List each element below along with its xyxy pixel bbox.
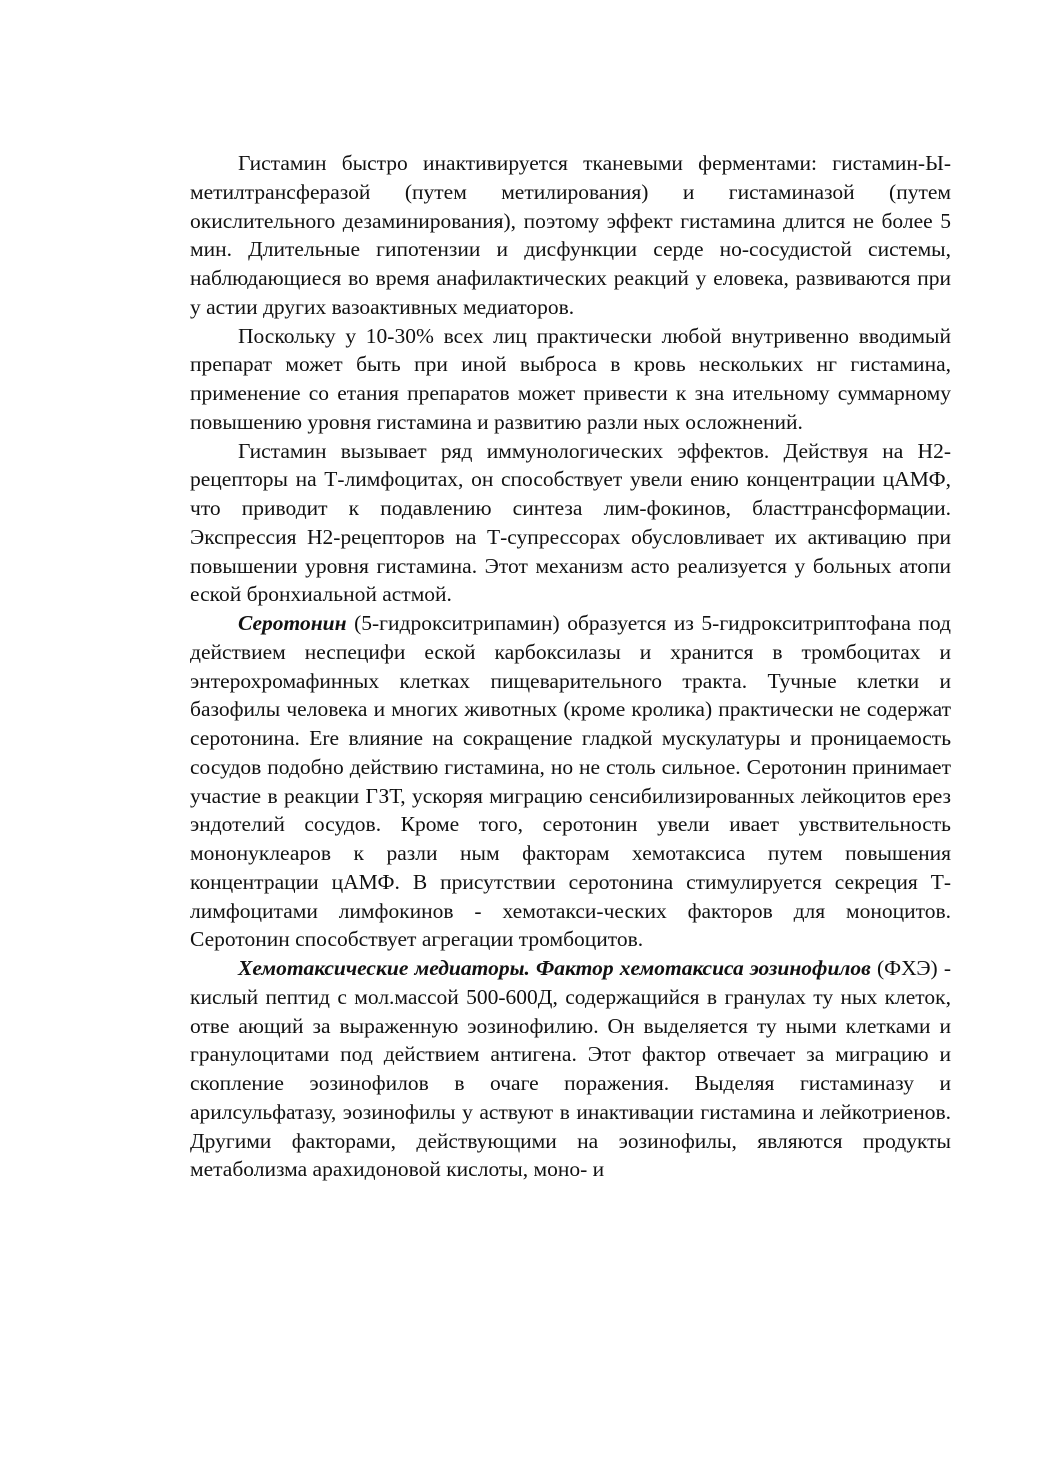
paragraph-text: (ФХЭ) - кислый пептид с мол.массой 500-600Д, содержащийся в гранулах ту ных клеток, отве ающий за выраженную эозинофилию. Он выделяется ту ными клетками и гранулоцитами под действием антигена. Этот фактор отвечает за миграцию и скопление эозинофилов в очаге поражения. Выделяя гистаминазу и арилсульфатазу, эозинофилы у аствуют в инактивации гистамина и лейкотриенов. Другими факторами, действующими на эозинофилы, являются продукты метаболизма арахидоновой кислоты, моно- и xyxy=(190,956,952,1182)
paragraph-text: (5-гидрокситрипамин) образуется из 5-гидрокситриптофана под действием неспецифи еской карбоксилазы и хранится в тромбоцитах и энтерохромафинных клетках пищеварительного тракта. Тучные клетки и базофилы человека и многих животных (кроме кролика) практически не содержат серотонина. Ere влияние на сокращение гладкой мускулатуры и проницаемость сосудов подобно действию гистамина, но не столь сильное. Серотонин принимает участие в реакции ГЗТ, ускоряя миграцию сенсибилизированных лейкоцитов ерез эндотелий сосудов. Кроме того, серотонин увели ивает увствительность мононуклеаров к разли ным факторам хемотаксиса путем повышения концентрации цАМФ. В присутствии серотонина стимулируется секреция Т-лимфоцитами лимфокинов - хемотакси-ческих факторов для моноцитов. Серотонин способствует агрегации тромбоцитов. xyxy=(190,611,951,952)
document-page xyxy=(190,149,951,1184)
paragraph-chemotactic-mediators xyxy=(190,954,951,1184)
paragraph-histamine-inactivation xyxy=(190,149,951,322)
term-serotonin: Серотонин xyxy=(238,611,347,635)
paragraph-histamine-drugs xyxy=(190,322,951,437)
term-chemotactic-factor: Хемотаксические медиаторы. Фактор хемотаксиса эозинофилов xyxy=(238,956,871,980)
paragraph-text: Гистамин быстро инактивируется тканевыми ферментами: гистамин-Ы-метилтрансферазой (путем метилирования) и гистаминазой (путем окислительного дезаминирования), поэтому эффект гистамина длится не более 5 мин. Длительные гипотензии и дисфункции серде но-сосудистой системы, наблюдающиеся во время анафилактических реакций у еловека, развиваются при у астии других вазоактивных медиаторов. xyxy=(190,151,951,319)
paragraph-histamine-immunology xyxy=(190,437,951,610)
paragraph-serotonin xyxy=(190,609,951,954)
paragraph-text: Гистамин вызывает ряд иммунологических эффектов. Действуя на Н2-рецепторы на Т-лимфоцитах, он способствует увели ению концентрации цАМФ, что приводит к подавлению синтеза лим-фокинов, бласттрансформации. Экспрессия Н2-рецепторов на Т-супрессорах обусловливает их активацию при повышении уровня гистамина. Этот механизм асто реализуется у больных атопи еской бронхиальной астмой. xyxy=(190,438,951,607)
paragraph-text: Поскольку у 10-30% всех лиц практически любой внутривенно вводимый препарат может быть при иной выброса в кровь нескольких нг гистамина, применение со етания препаратов может привести к зна ительному суммарному повышению уровня гистамина и развитию разли ных осложнений. xyxy=(190,323,951,434)
